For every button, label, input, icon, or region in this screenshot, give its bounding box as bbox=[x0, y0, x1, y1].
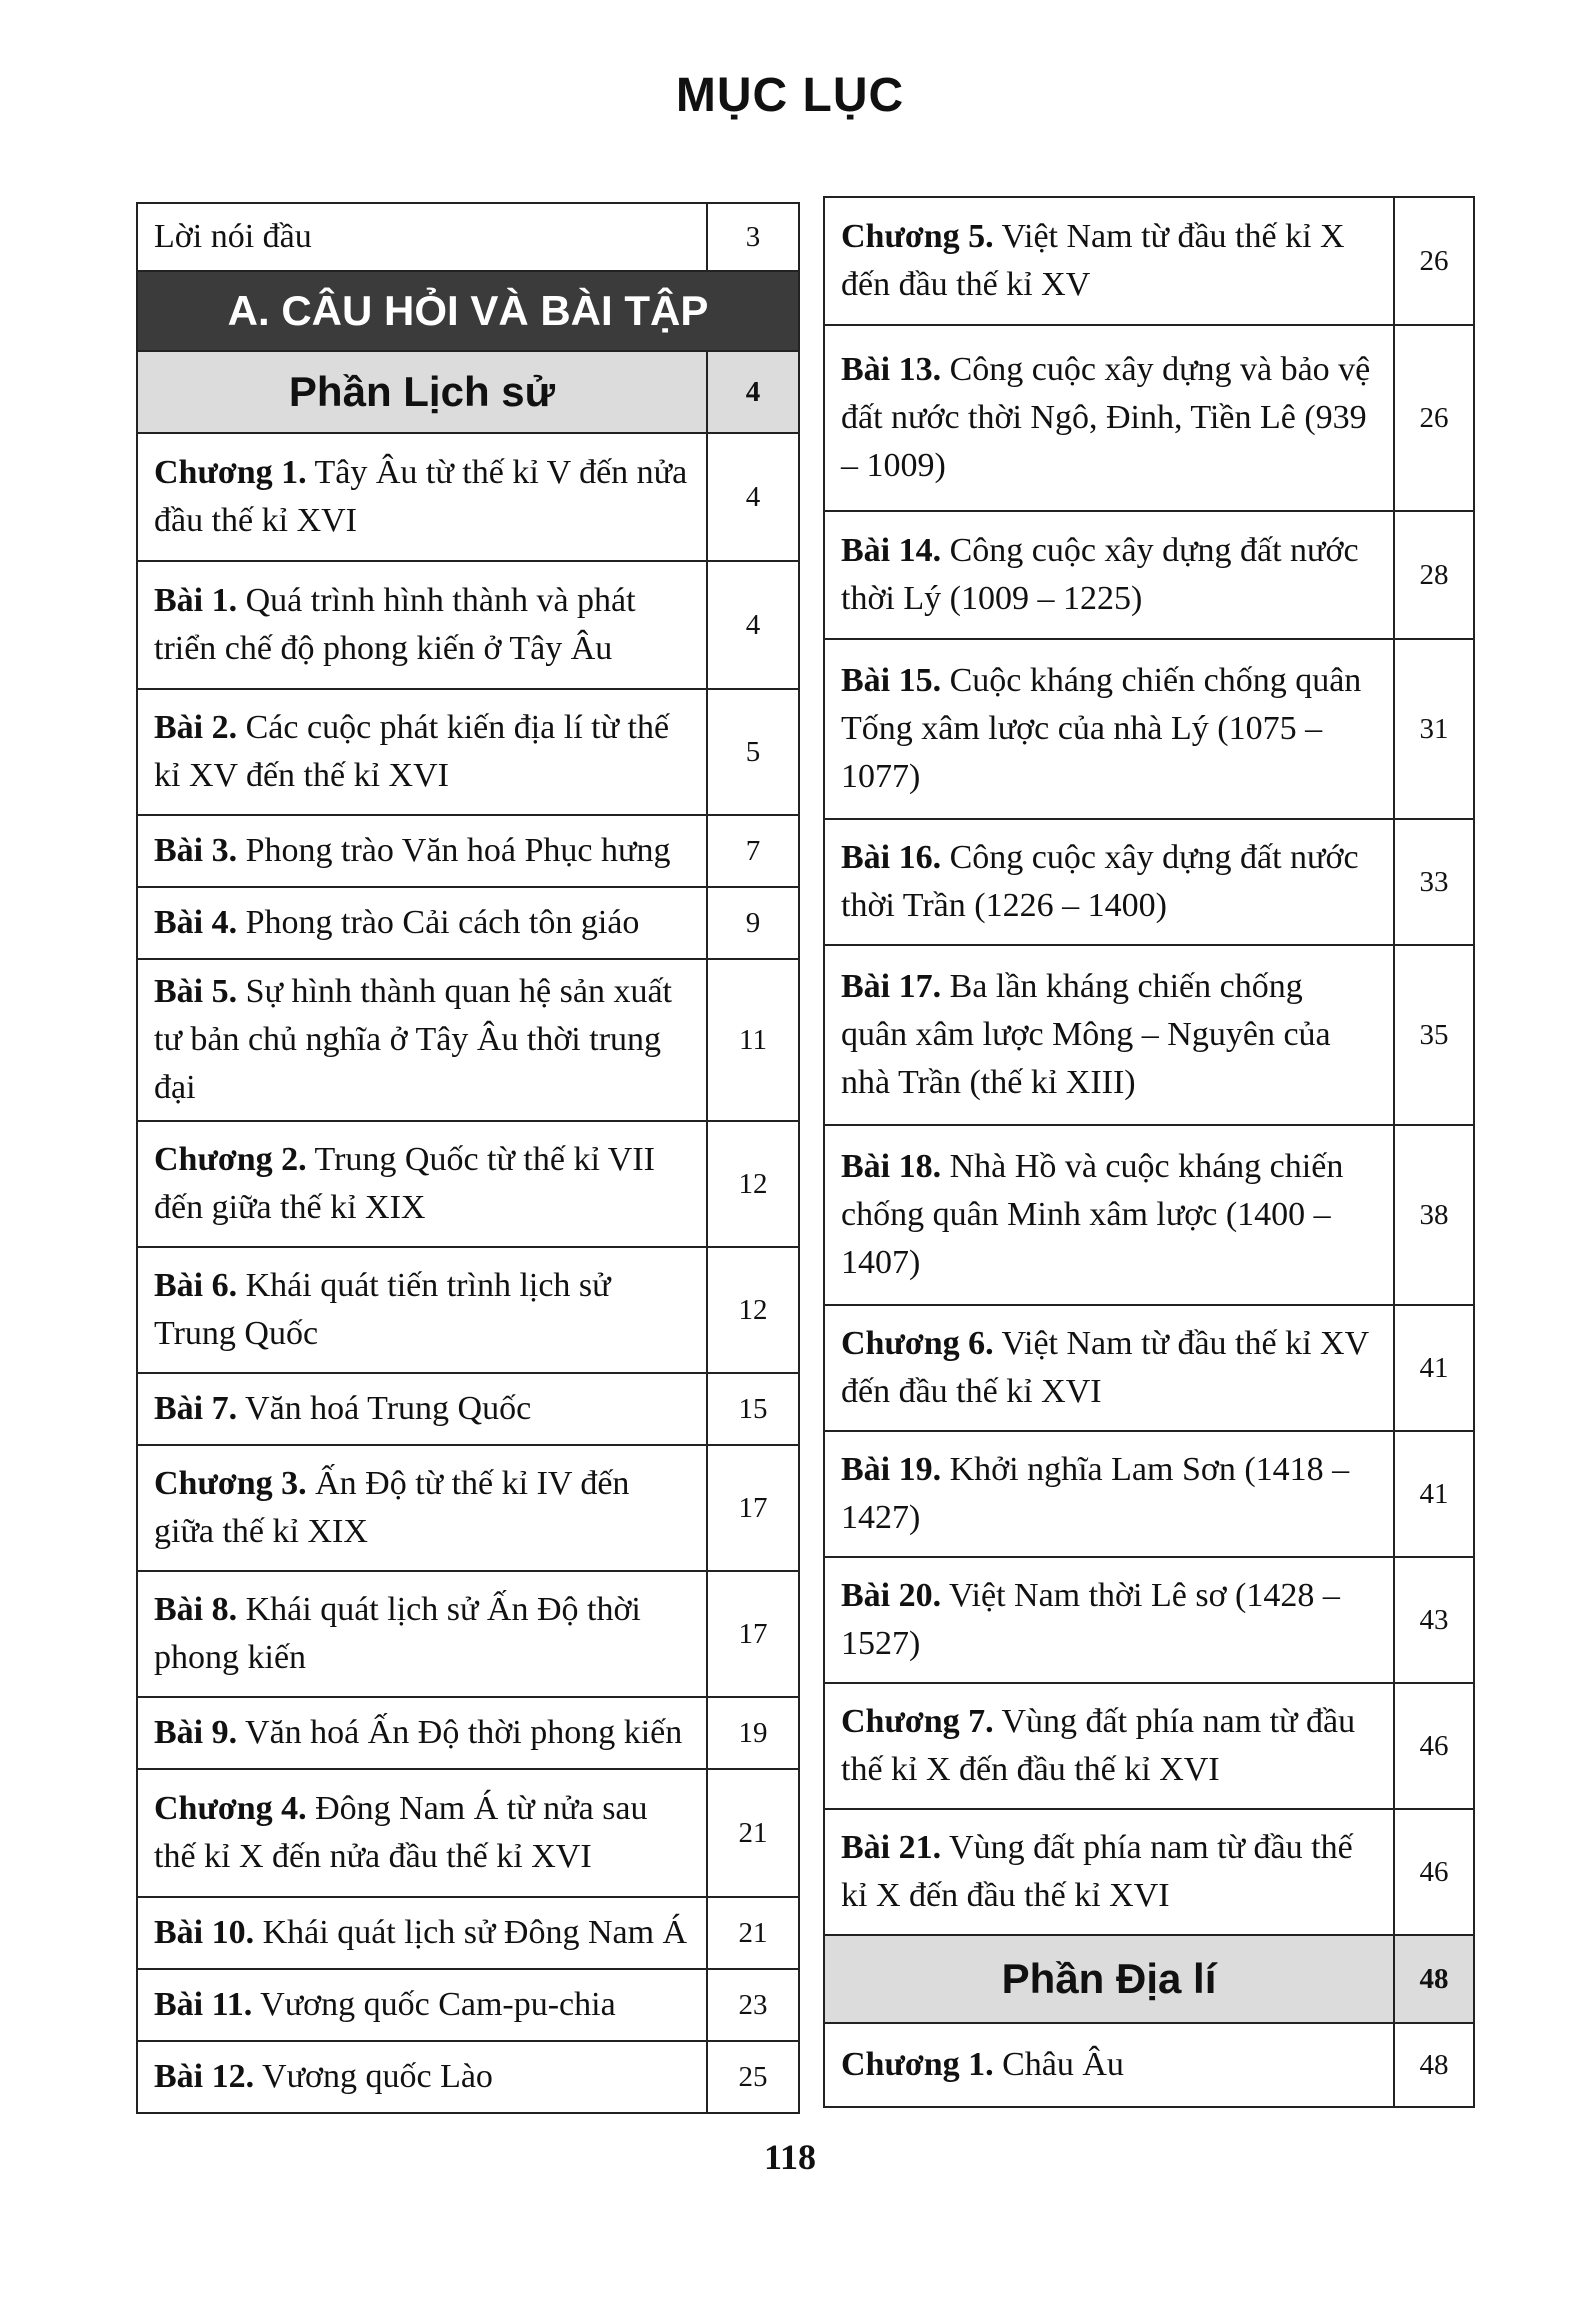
page-number: 118 bbox=[763, 2137, 816, 2177]
toc-entry-label: Chương 5. bbox=[841, 218, 994, 255]
toc-page-number: 12 bbox=[707, 1247, 799, 1373]
toc-entry-row[interactable] bbox=[824, 197, 1474, 325]
toc-entry-title: Vương quốc Lào bbox=[262, 2058, 493, 2095]
toc-page-number: 17 bbox=[707, 1571, 799, 1697]
toc-entry-text bbox=[824, 639, 1394, 819]
toc-page-number: 46 bbox=[1394, 1683, 1474, 1809]
toc-entry-title: Văn hoá Trung Quốc bbox=[245, 1390, 532, 1427]
toc-entry-text bbox=[137, 1697, 707, 1769]
toc-entry-text bbox=[824, 325, 1394, 511]
toc-entry-title: Trung Quốc từ thế kỉ VII đến giữa thế kỉ XIX bbox=[154, 1141, 655, 1226]
toc-entry-label: Bài 15. bbox=[841, 662, 942, 699]
toc-entry-text bbox=[137, 815, 707, 887]
toc-entry-title: Văn hoá Ấn Độ thời phong kiến bbox=[245, 1714, 683, 1751]
toc-entry-label: Bài 20. bbox=[841, 1577, 942, 1614]
toc-entry-label: Bài 7. bbox=[154, 1390, 238, 1427]
toc-entry-text bbox=[824, 1125, 1394, 1305]
toc-entry-row[interactable] bbox=[137, 1571, 799, 1697]
toc-entry-text bbox=[824, 1809, 1394, 1935]
toc-page-number: 43 bbox=[1394, 1557, 1474, 1683]
toc-entry-label: Chương 3. bbox=[154, 1465, 307, 1502]
toc-page-number: 48 bbox=[1394, 1935, 1474, 2023]
toc-page-number: 12 bbox=[707, 1121, 799, 1247]
toc-page-number: 31 bbox=[1394, 639, 1474, 819]
toc-entry-row[interactable] bbox=[824, 1683, 1474, 1809]
toc-entry-text bbox=[137, 1969, 707, 2041]
toc-entry-title: Việt Nam từ đầu thế kỉ X đến đầu thế kỉ XV bbox=[841, 218, 1345, 303]
toc-entry-row[interactable] bbox=[137, 815, 799, 887]
toc-page-number: 4 bbox=[707, 351, 799, 433]
part-heading-row[interactable] bbox=[137, 351, 799, 433]
toc-page-number: 41 bbox=[1394, 1305, 1474, 1431]
toc-entry-title: Các cuộc phát kiến địa lí từ thế kỉ XV đến thế kỉ XVI bbox=[154, 709, 670, 794]
toc-entry-title: Ba lần kháng chiến chống quân xâm lược Mông – Nguyên của nhà Trần (thế kỉ XIII) bbox=[841, 968, 1331, 1101]
toc-entry-label: Bài 10. bbox=[154, 1914, 255, 1951]
toc-entry-row[interactable] bbox=[137, 1897, 799, 1969]
toc-entry-row[interactable] bbox=[137, 1445, 799, 1571]
toc-page-number: 21 bbox=[707, 1897, 799, 1969]
toc-page-number: 28 bbox=[1394, 511, 1474, 639]
toc-entry-title: Quá trình hình thành và phát triển chế độ phong kiến ở Tây Âu bbox=[154, 582, 636, 667]
toc-page-number: 23 bbox=[707, 1969, 799, 2041]
toc-entry-label: Chương 6. bbox=[841, 1325, 994, 1362]
toc-entry-label: Bài 14. bbox=[841, 532, 942, 569]
toc-entry-row[interactable] bbox=[137, 2041, 799, 2113]
toc-entry-label: Bài 16. bbox=[841, 839, 942, 876]
toc-entry-label: Bài 6. bbox=[154, 1267, 238, 1304]
toc-entry-row[interactable] bbox=[824, 511, 1474, 639]
toc-page-number: 26 bbox=[1394, 197, 1474, 325]
toc-entry-text bbox=[824, 819, 1394, 945]
toc-entry-row[interactable] bbox=[824, 1557, 1474, 1683]
toc-entry-title: Phong trào Cải cách tôn giáo bbox=[245, 904, 640, 941]
toc-page-number: 48 bbox=[1394, 2023, 1474, 2107]
toc-entry-row[interactable] bbox=[137, 1769, 799, 1897]
toc-entry-row[interactable] bbox=[137, 1969, 799, 2041]
toc-page-number: 7 bbox=[707, 815, 799, 887]
toc-entry-text bbox=[824, 511, 1394, 639]
section-heading-row bbox=[137, 271, 799, 351]
toc-entry-text bbox=[137, 1571, 707, 1697]
toc-page-number: 21 bbox=[707, 1769, 799, 1897]
toc-entry-text bbox=[824, 1431, 1394, 1557]
toc-entry-row[interactable] bbox=[824, 1809, 1474, 1935]
toc-page-number: 38 bbox=[1394, 1125, 1474, 1305]
toc-page-number: 46 bbox=[1394, 1809, 1474, 1935]
toc-entry-label: Bài 21. bbox=[841, 1829, 942, 1866]
toc-entry-text bbox=[137, 887, 707, 959]
page-title: MỤC LỤC bbox=[675, 69, 905, 122]
toc-entry-text bbox=[137, 1769, 707, 1897]
toc-page-number: 25 bbox=[707, 2041, 799, 2113]
toc-entry-text bbox=[824, 1557, 1394, 1683]
toc-entry-label: Bài 1. bbox=[154, 582, 238, 619]
toc-entry-text bbox=[137, 1121, 707, 1247]
section-heading: A. CÂU HỎI VÀ BÀI TẬP bbox=[137, 271, 799, 351]
toc-entry-text bbox=[824, 2023, 1394, 2107]
toc-entry-title: Khởi nghĩa Lam Sơn (1418 – 1427) bbox=[841, 1451, 1350, 1536]
toc-page-number: 4 bbox=[707, 433, 799, 561]
toc-entry-title: Khái quát lịch sử Đông Nam Á bbox=[262, 1914, 688, 1951]
toc-entry-label: Bài 4. bbox=[154, 904, 238, 941]
toc-entry-label: Bài 9. bbox=[154, 1714, 238, 1751]
toc-entry-title: Tây Âu từ thế kỉ V đến nửa đầu thế kỉ XVI bbox=[154, 454, 688, 539]
toc-entry-row[interactable] bbox=[824, 639, 1474, 819]
toc-entry-title: Việt Nam thời Lê sơ (1428 – 1527) bbox=[841, 1577, 1340, 1662]
toc-entry-title: Nhà Hồ và cuộc kháng chiến chống quân Minh xâm lược (1400 – 1407) bbox=[841, 1148, 1344, 1281]
toc-entry-title: Khái quát tiến trình lịch sử Trung Quốc bbox=[154, 1267, 611, 1352]
toc-entry-title: Công cuộc xây dựng và bảo vệ đất nước thời Ngô, Đinh, Tiền Lê (939 – 1009) bbox=[841, 351, 1371, 484]
toc-entry-label: Chương 2. bbox=[154, 1141, 307, 1178]
toc-entry-title: Ấn Độ từ thế kỉ IV đến giữa thế kỉ XIX bbox=[154, 1465, 630, 1550]
toc-entry-label: Chương 1. bbox=[154, 454, 307, 491]
toc-page-number: 4 bbox=[707, 561, 799, 689]
toc-page-number: 19 bbox=[707, 1697, 799, 1769]
part-title: Phần Địa lí bbox=[824, 1935, 1394, 2023]
toc-entry-title: Khái quát lịch sử Ấn Độ thời phong kiến bbox=[154, 1591, 641, 1676]
toc-entry-text bbox=[137, 1373, 707, 1445]
toc-entry-title: Vương quốc Cam-pu-chia bbox=[260, 1986, 616, 2023]
toc-entry-label: Bài 3. bbox=[154, 832, 238, 869]
toc-entry-title: Sự hình thành quan hệ sản xuất tư bản chủ nghĩa ở Tây Âu thời trung đại bbox=[154, 973, 672, 1106]
toc-entry-text bbox=[824, 197, 1394, 325]
toc-entry-text: Lời nói đầu bbox=[137, 203, 707, 271]
toc-entry-title: Cuộc kháng chiến chống quân Tống xâm lược của nhà Lý (1075 – 1077) bbox=[841, 662, 1362, 795]
part-title: Phần Lịch sử bbox=[137, 351, 707, 433]
toc-entry-row[interactable] bbox=[824, 1305, 1474, 1431]
toc-entry-text bbox=[824, 1683, 1394, 1809]
toc-entry-title: Đông Nam Á từ nửa sau thế kỉ X đến nửa đầu thế kỉ XVI bbox=[154, 1790, 648, 1875]
toc-entry-label: Chương 1. bbox=[841, 2046, 994, 2083]
toc-entry-row[interactable] bbox=[137, 203, 799, 271]
toc-entry-text bbox=[137, 959, 707, 1121]
toc-entry-text bbox=[137, 1897, 707, 1969]
toc-entry-text bbox=[824, 1305, 1394, 1431]
toc-entry-row[interactable] bbox=[824, 1125, 1474, 1305]
toc-entry-row[interactable] bbox=[137, 1373, 799, 1445]
toc-entry-row[interactable] bbox=[137, 433, 799, 561]
toc-page-number: 17 bbox=[707, 1445, 799, 1571]
toc-entry-label: Bài 19. bbox=[841, 1451, 942, 1488]
toc-entry-row[interactable] bbox=[137, 1121, 799, 1247]
toc-entry-label: Bài 13. bbox=[841, 351, 942, 388]
toc-page-number: 11 bbox=[707, 959, 799, 1121]
toc-entry-label: Bài 2. bbox=[154, 709, 238, 746]
toc-entry-label: Chương 7. bbox=[841, 1703, 994, 1740]
toc-page-number: 26 bbox=[1394, 325, 1474, 511]
toc-entry-title: Châu Âu bbox=[1002, 2046, 1124, 2083]
toc-page-number: 41 bbox=[1394, 1431, 1474, 1557]
toc-entry-row[interactable] bbox=[824, 2023, 1474, 2107]
toc-entry-text bbox=[137, 1445, 707, 1571]
toc-entry-label: Chương 4. bbox=[154, 1790, 307, 1827]
toc-entry-text bbox=[137, 433, 707, 561]
toc-entry-label: Bài 11. bbox=[154, 1986, 253, 2023]
toc-page-number: 9 bbox=[707, 887, 799, 959]
toc-entry-text bbox=[137, 1247, 707, 1373]
toc-entry-title: Việt Nam từ đầu thế kỉ XV đến đầu thế kỉ XVI bbox=[841, 1325, 1369, 1410]
toc-entry-row[interactable] bbox=[137, 959, 799, 1121]
toc-page-number: 3 bbox=[707, 203, 799, 271]
toc-entry-title: Vùng đất phía nam từ đầu thế kỉ X đến đầu thế kỉ XVI bbox=[841, 1829, 1353, 1914]
toc-entry-row[interactable] bbox=[824, 1431, 1474, 1557]
toc-entry-title: Công cuộc xây dựng đất nước thời Lý (1009 – 1225) bbox=[841, 532, 1359, 617]
toc-entry-row[interactable] bbox=[137, 1247, 799, 1373]
toc-entry-row[interactable] bbox=[824, 945, 1474, 1125]
toc-entry-text bbox=[137, 561, 707, 689]
toc-entry-title: Vùng đất phía nam từ đầu thế kỉ X đến đầu thế kỉ XVI bbox=[841, 1703, 1356, 1788]
toc-entry-label: Bài 18. bbox=[841, 1148, 942, 1185]
toc-page-number: 15 bbox=[707, 1373, 799, 1445]
toc-entry-title: Phong trào Văn hoá Phục hưng bbox=[245, 832, 671, 869]
toc-entry-row[interactable] bbox=[824, 819, 1474, 945]
toc-entry-row[interactable] bbox=[137, 561, 799, 689]
toc-table-left bbox=[136, 202, 800, 2114]
toc-entry-row[interactable] bbox=[824, 325, 1474, 511]
toc-entry-label: Bài 8. bbox=[154, 1591, 238, 1628]
toc-entry-row[interactable] bbox=[137, 689, 799, 815]
toc-entry-text bbox=[824, 945, 1394, 1125]
toc-entry-text bbox=[137, 689, 707, 815]
toc-entry-row[interactable] bbox=[137, 887, 799, 959]
toc-entry-title: Công cuộc xây dựng đất nước thời Trần (1226 – 1400) bbox=[841, 839, 1359, 924]
toc-entry-label: Bài 17. bbox=[841, 968, 942, 1005]
part-heading-row[interactable] bbox=[824, 1935, 1474, 2023]
toc-entry-label: Bài 12. bbox=[154, 2058, 255, 2095]
toc-page-number: 33 bbox=[1394, 819, 1474, 945]
toc-page-number: 5 bbox=[707, 689, 799, 815]
toc-entry-row[interactable] bbox=[137, 1697, 799, 1769]
toc-entry-text bbox=[137, 2041, 707, 2113]
toc-entry-label: Bài 5. bbox=[154, 973, 238, 1010]
toc-table-right bbox=[823, 196, 1475, 2108]
toc-page-number: 35 bbox=[1394, 945, 1474, 1125]
